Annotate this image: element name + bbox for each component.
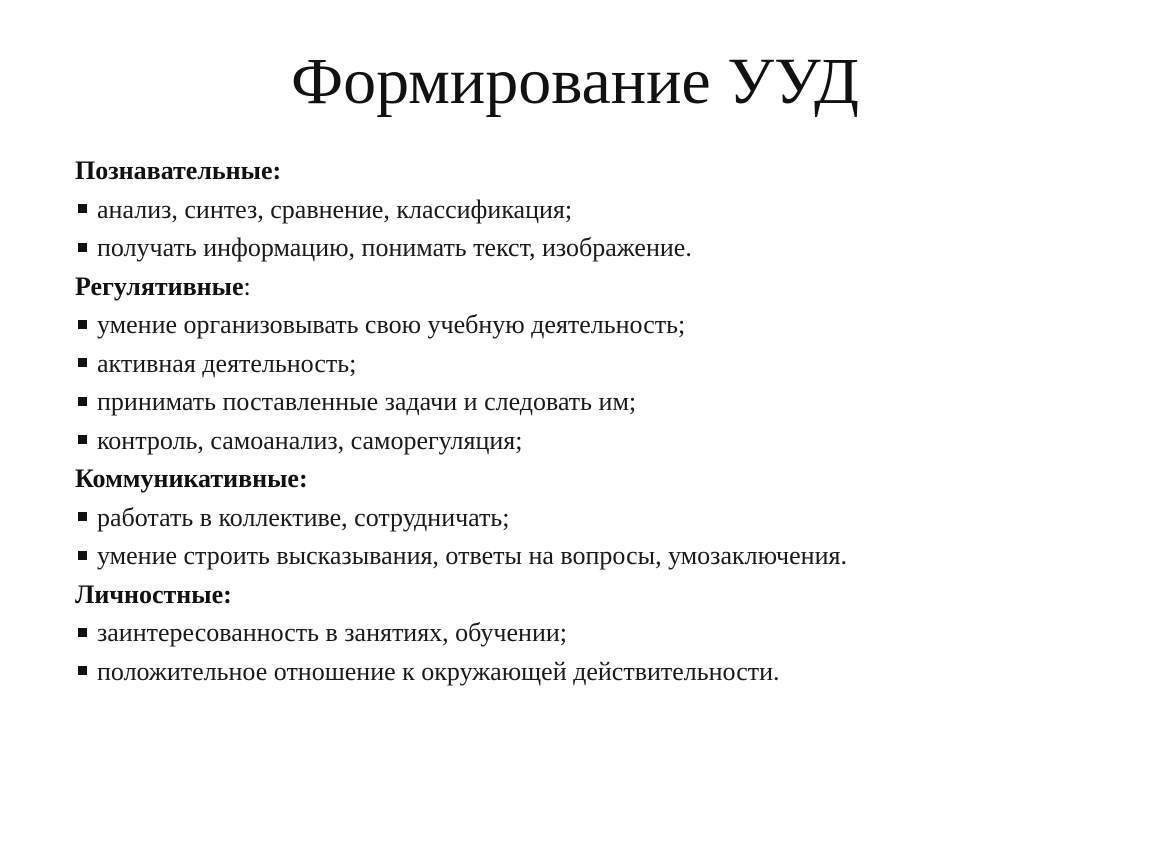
list-item-text: работать в коллективе, сотрудничать; — [97, 502, 510, 532]
list-item-text: умение строить высказывания, ответы на вопросы, умозаключения. — [97, 541, 847, 570]
square-bullet-icon — [78, 512, 87, 521]
list-item — [75, 229, 1115, 268]
list-item — [75, 614, 1115, 653]
section-heading-text: Коммуникативные — [75, 464, 299, 493]
list-item-text: получать информацию, понимать текст, изображение. — [97, 233, 692, 262]
square-bullet-icon — [78, 243, 87, 252]
section-heading-colon: : — [223, 579, 232, 609]
square-bullet-icon — [78, 358, 87, 367]
section-heading-personal — [75, 576, 1115, 615]
list-item — [75, 383, 1115, 422]
list-item-text: активная деятельность; — [97, 348, 357, 378]
square-bullet-icon — [78, 204, 87, 213]
list-item — [75, 499, 1115, 538]
list-item-text: заинтересованность в занятиях, обучении; — [97, 618, 567, 647]
list-item-text: анализ, синтез, сравнение, классификация; — [97, 194, 573, 224]
section-heading-text: Познавательные — [75, 156, 273, 185]
list-item — [75, 537, 1115, 576]
square-bullet-icon — [78, 320, 87, 329]
section-heading-colon: : — [243, 271, 251, 301]
slide-content — [75, 152, 1115, 691]
square-bullet-icon — [78, 628, 87, 637]
section-heading-colon: : — [298, 464, 308, 493]
list-item-text: положительное отношение к окружающей действительности. — [97, 656, 780, 686]
slide-title: Формирование УУД — [290, 45, 860, 118]
section-heading-regulatory — [75, 268, 1115, 307]
section-heading-text: Регулятивные — [75, 271, 244, 301]
list-item-text: умение организовывать свою учебную деятельность; — [97, 310, 686, 339]
square-bullet-icon — [78, 551, 87, 560]
list-item-text: принимать поставленные задачи и следовать им; — [97, 387, 637, 416]
square-bullet-icon — [78, 397, 87, 406]
section-heading-text: Личностные — [75, 579, 224, 609]
section-heading-communicative — [75, 460, 1115, 499]
list-item — [75, 653, 1115, 692]
square-bullet-icon — [78, 666, 87, 675]
list-item — [75, 191, 1115, 230]
list-item — [75, 306, 1115, 345]
square-bullet-icon — [78, 435, 87, 444]
list-item — [75, 345, 1115, 384]
section-heading-cognitive — [75, 152, 1115, 191]
list-item-text: контроль, самоанализ, саморегуляция; — [97, 425, 523, 455]
section-heading-colon: : — [272, 156, 282, 185]
list-item — [75, 422, 1115, 461]
